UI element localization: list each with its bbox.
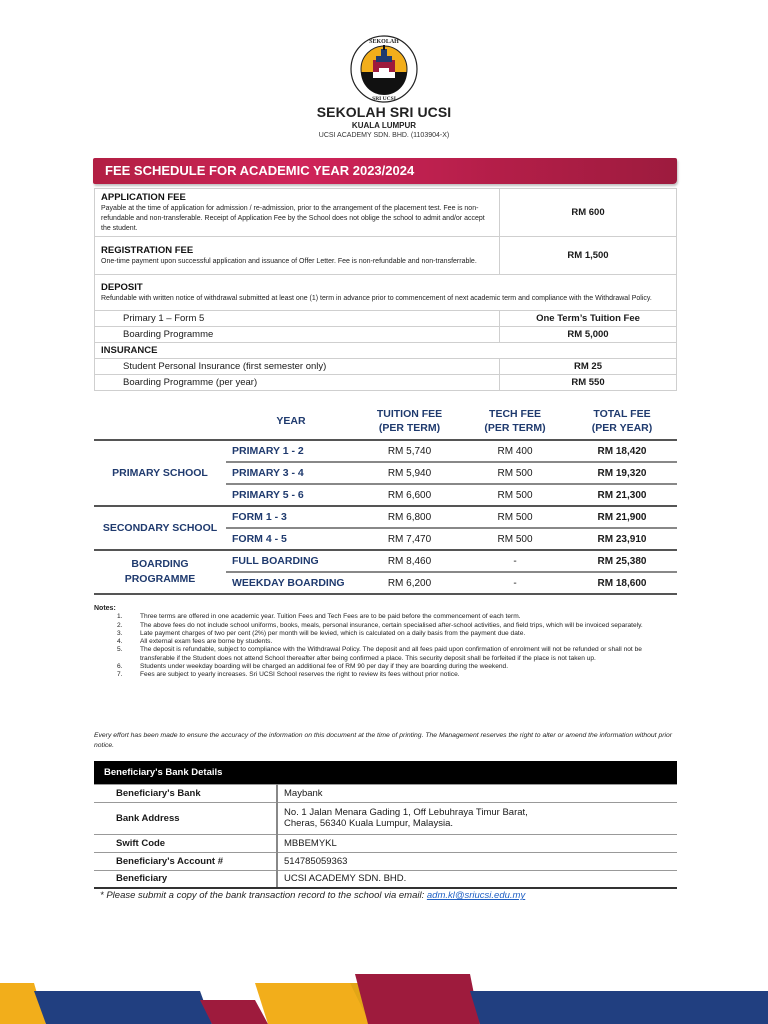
bank-key: Bank Address [94,802,277,834]
tuition-cell: RM 7,470 [356,528,463,550]
tech-cell: - [463,550,567,572]
deposit-header-row [95,275,677,311]
year-cell: FORM 4 - 5 [226,528,356,550]
deposit-item-amount: One Term’s Tuition Fee [500,311,677,327]
table-row [94,506,677,528]
col-year: YEAR [276,415,306,427]
deposit-label: DEPOSIT [101,281,143,293]
deposit-item-label: Primary 1 – Form 5 [95,311,500,327]
col-tech: TECH FEE (PER TERM) [484,408,546,434]
bank-row [94,870,677,888]
application-fee-description: Payable at the time of application for admission / re-admission, prior to the arrangement of the placement test. Fee is non-refundable and non-transferable. Receipt of Application Fee by the School does not oblige the school to admit and/or accept the student. [101,204,485,232]
table-row [94,440,677,462]
bank-row [94,834,677,852]
note-item: 4. All external exam fees are borne by students. [117,638,273,646]
bank-key: Beneficiary's Bank [94,784,277,802]
disclaimer: Every effort has been made to ensure the accuracy of the information on this document at the time of printing. The Management reserves the right to alter or amend the information without prior notice. [94,732,673,749]
bank-value: MBBEMYKL [277,834,677,852]
insurance-row [95,359,677,375]
tech-cell: RM 500 [463,484,567,506]
total-cell: RM 18,600 [567,572,677,594]
tuition-cell: RM 6,800 [356,506,463,528]
bank-header-row [94,761,677,784]
note-item: 6. Students under weekday boarding will be charged an additional fee of RM 90 per day if they are boarding during the weekend. [117,663,509,671]
registration-fee-description: One-time payment upon successful application and issuance of Offer Letter. Fee is non-refundable and non-transferrable. [101,257,477,265]
note-item: 1. Three terms are offered in one academic year. Tuition Fees and Tech Fees are to be paid before the commencement of each term. [117,613,521,621]
deposit-item-label: Boarding Programme [95,327,500,343]
tuition-cell: RM 6,200 [356,572,463,594]
insurance-item-label: Boarding Programme (per year) [95,375,500,391]
year-cell: PRIMARY 1 - 2 [226,440,356,462]
year-cell: PRIMARY 5 - 6 [226,484,356,506]
application-fee-row [95,189,677,237]
bank-row [94,784,677,802]
bank-value: 514785059363 [277,852,677,870]
tuition-cell: RM 5,740 [356,440,463,462]
deposit-description: Refundable with written notice of withdrawal submitted at least one (1) term in advance prior to commencement of next academic term and compliance with the Withdrawal Policy. [101,294,652,302]
insurance-item-label: Student Personal Insurance (first semester only) [95,359,500,375]
bank-value: UCSI ACADEMY SDN. BHD. [277,870,677,888]
tech-cell: - [463,572,567,594]
bank-value: No. 1 Jalan Menara Gading 1, Off Lebuhraya Timur Barat, Cheras, 56340 Kuala Lumpur, Malaysia. [277,802,677,834]
tech-cell: RM 500 [463,506,567,528]
svg-text:SEKOLAH: SEKOLAH [369,39,399,45]
bank-key: Beneficiary's Account # [94,852,277,870]
total-cell: RM 25,380 [567,550,677,572]
tuition-header-row [94,404,677,440]
svg-text:SRI UCSI: SRI UCSI [372,96,396,102]
insurance-row [95,375,677,391]
bank-key: Beneficiary [94,870,277,888]
school-name: SEKOLAH SRI UCSI [316,104,452,120]
bank-details-title: Beneficiary's Bank Details [94,761,677,784]
email-link[interactable]: adm.kl@sriucsi.edu.my [426,890,526,901]
table-row [94,550,677,572]
tuition-cell: RM 8,460 [356,550,463,572]
fees-table [94,188,677,391]
bank-key: Swift Code [94,834,277,852]
version-label: Version: 1 November 2022 [580,978,669,987]
tech-cell: RM 500 [463,528,567,550]
year-cell: PRIMARY 3 - 4 [226,462,356,484]
note-item: 7. Fees are subject to yearly increases. Sri UCSI School reserves the right to review its fees without prior notice. [117,671,460,679]
deposit-row [95,311,677,327]
deposit-item-amount: RM 5,000 [500,327,677,343]
registration-fee-row [95,237,677,275]
notes-title: Notes: [94,605,116,612]
insurance-item-amount: RM 25 [500,359,677,375]
col-tuition: TUITION FEE (PER TERM) [376,408,443,434]
total-cell: RM 21,300 [567,484,677,506]
bank-row [94,852,677,870]
col-total: TOTAL FEE (PER YEAR) [591,408,653,434]
insurance-header-row [95,343,677,359]
total-cell: RM 19,320 [567,462,677,484]
registration-fee-amount: RM 1,500 [500,237,677,275]
group-primary: PRIMARY SCHOOL [94,440,226,506]
year-cell: WEEKDAY BOARDING [226,572,356,594]
bank-details-table [94,761,677,889]
insurance-label: INSURANCE [95,343,677,359]
insurance-item-amount: RM 550 [500,375,677,391]
application-fee-label: APPLICATION FEE [101,191,186,203]
registration-fee-label: REGISTRATION FEE [101,244,194,256]
total-cell: RM 21,900 [567,506,677,528]
note-item: 5. The deposit is refundable, subject to compliance with the Withdrawal Policy. The deposit and all fees paid upon confirmation of enrolment will not be refunded or shall not be transferable if the Student does not attend School thereafter after being confirmed a place. This security deposit shall be forfeited if the place is not taken up. [117,646,642,662]
footer-stripes [0,960,768,1024]
total-cell: RM 18,420 [567,440,677,462]
application-fee-amount: RM 600 [500,189,677,237]
tuition-cell: RM 6,600 [356,484,463,506]
deposit-row [95,327,677,343]
bank-row [94,802,677,834]
tech-cell: RM 400 [463,440,567,462]
note-item: 3. Late payment charges of two per cent (2%) per month will be levied, which is calculated on a daily basis from the payment due date. [117,629,526,637]
tuition-fee-table [94,404,677,595]
year-cell: FULL BOARDING [226,550,356,572]
tuition-cell: RM 5,940 [356,462,463,484]
year-cell: FORM 1 - 3 [226,506,356,528]
notes-section [94,605,678,680]
fee-schedule-banner [93,158,677,184]
tech-cell: RM 500 [463,462,567,484]
total-cell: RM 23,910 [567,528,677,550]
company-name: UCSI ACADEMY SDN. BHD. (1103904-X) [318,132,450,139]
bank-submission-note: * Please submit a copy of the bank transaction record to the school via email: adm.kl@sriucsi.edu.my [100,890,526,901]
group-secondary: SECONDARY SCHOOL [94,506,226,550]
group-boarding: BOARDING PROGRAMME [94,550,226,594]
note-item: 2. The above fees do not include school uniforms, books, meals, personal insurance, certain specialised after-school activities, and field trips, which will be invoiced separately. [117,621,643,629]
school-location: KUALA LUMPUR [351,121,417,130]
fee-schedule-title: FEE SCHEDULE FOR ACADEMIC YEAR 2023/2024 [105,163,415,178]
school-logo [349,34,419,104]
bank-value: Maybank [277,784,677,802]
